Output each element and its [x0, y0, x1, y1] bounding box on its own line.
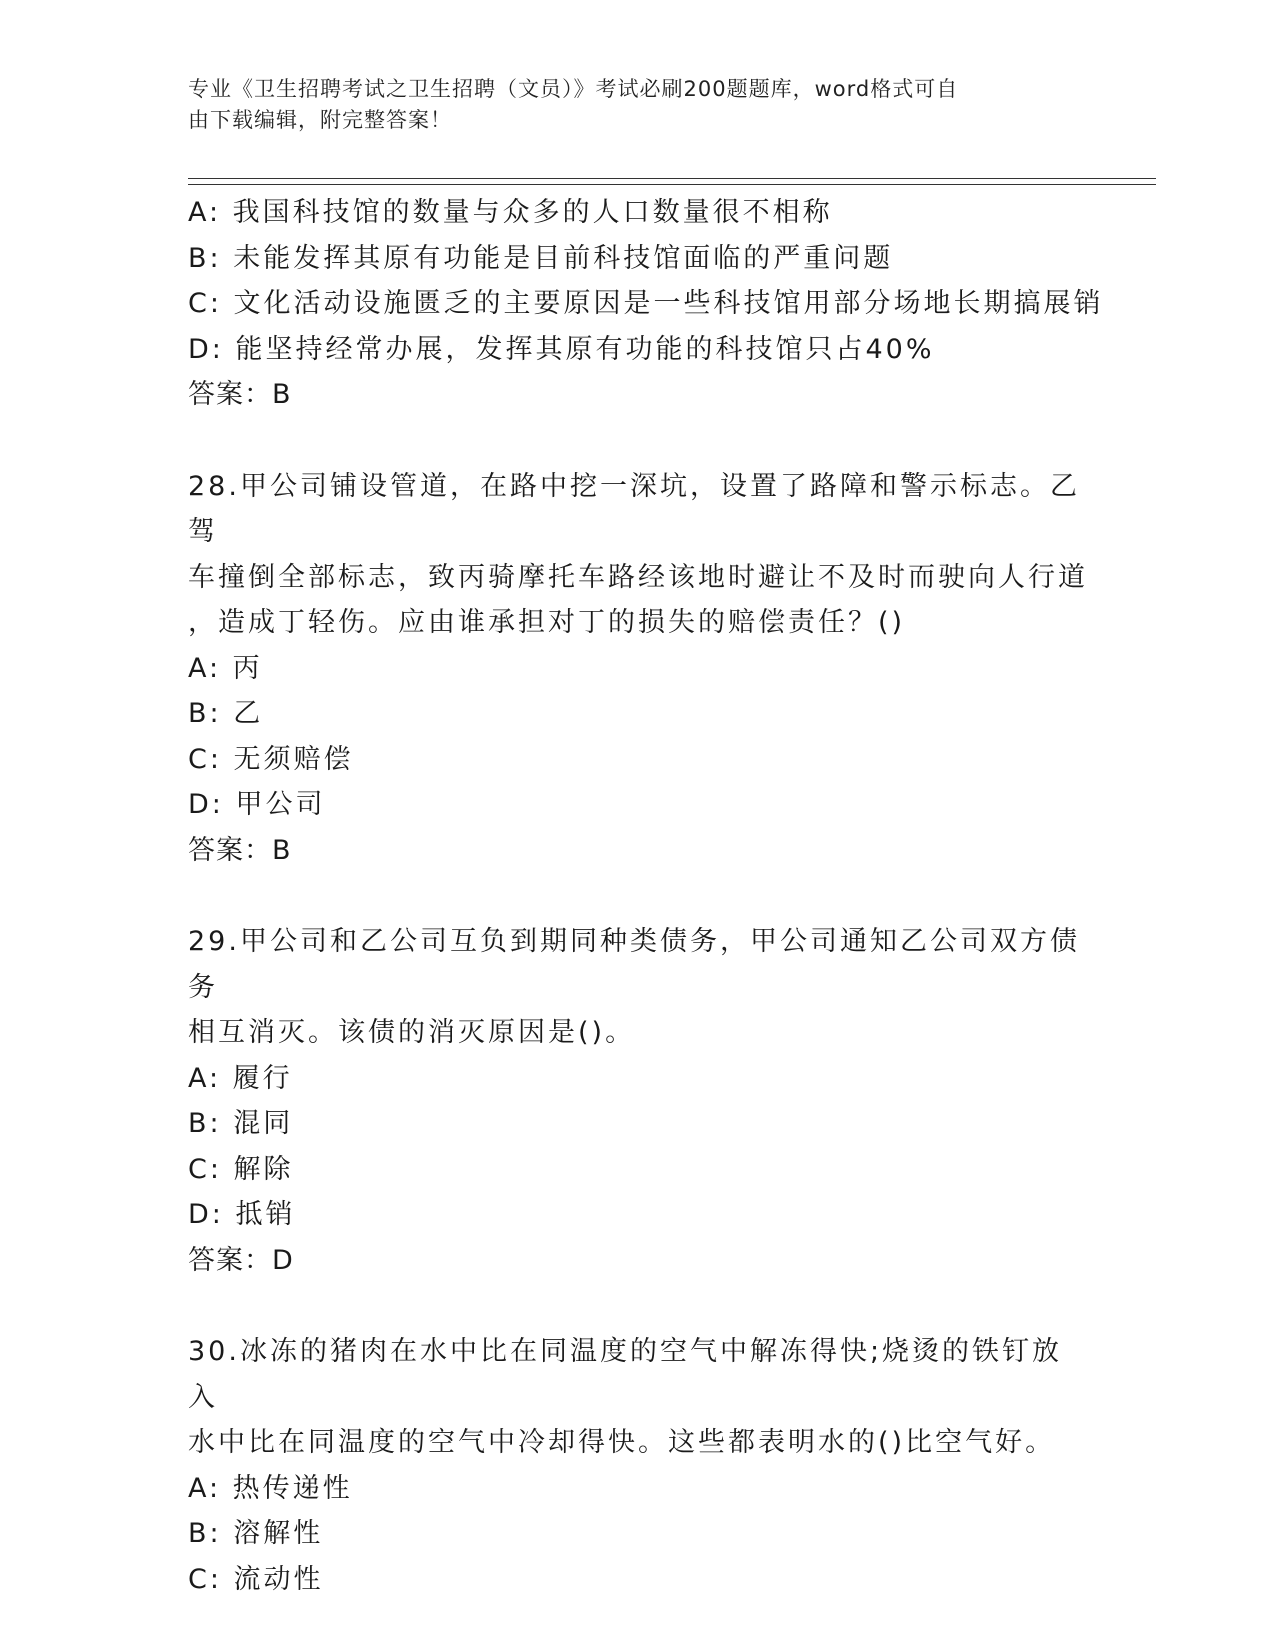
option-c: C: 文化活动设施匮乏的主要原因是一些科技馆用部分场地长期搞展销: [188, 288, 1104, 319]
header-divider-bottom: [188, 184, 1156, 185]
option-c: C: 解除: [188, 1153, 294, 1185]
answer-line: 答案：B: [188, 379, 292, 410]
option-a: A: 履行: [188, 1062, 293, 1094]
header-divider-top: [188, 178, 1156, 179]
question-29: [188, 919, 1088, 1283]
option-b: B: 混同: [188, 1108, 294, 1139]
question-stem-line: 相互消灭。该债的消灭原因是()。: [188, 1017, 636, 1048]
option-a: A: 我国科技馆的数量与众多的人口数量很不相称: [188, 197, 833, 228]
question-stem-line: 车撞倒全部标志，致丙骑摩托车路经该地时避让不及时而驶向人行道: [188, 561, 1088, 593]
option-b: B: 乙: [188, 698, 264, 729]
option-d: D: 抵销: [188, 1199, 296, 1230]
question-stem-line: 28.甲公司铺设管道，在路中挖一深坑，设置了路障和警示标志。乙驾: [188, 470, 1080, 547]
option-a: A: 丙: [188, 652, 263, 684]
question-stem-line: 水中比在同温度的空气中冷却得快。这些都表明水的()比空气好。: [188, 1427, 1056, 1458]
question-28: [188, 464, 1088, 874]
option-d: D: 能坚持经常办展，发挥其原有功能的科技馆只占40%: [188, 333, 935, 365]
spacer: [188, 873, 1088, 919]
option-d: D: 甲公司: [188, 789, 326, 820]
question-stem-line: ，造成丁轻伤。应由谁承担对丁的损失的赔偿责任？(): [188, 607, 906, 638]
header-line-2: 由下载编辑，附完整答案！: [188, 108, 452, 132]
question-27-continued: [188, 190, 1104, 418]
option-a: A: 热传递性: [188, 1472, 353, 1504]
question-stem-line: 29.甲公司和乙公司互负到期同种类债务，甲公司通知乙公司双方债务: [188, 926, 1080, 1003]
option-c: C: 流动性: [188, 1563, 324, 1595]
spacer: [188, 1283, 1088, 1329]
answer-line: 答案：D: [188, 1244, 294, 1276]
option-b: B: 未能发挥其原有功能是目前科技馆面临的严重问题: [188, 242, 894, 274]
header-line-1: 专业《卫生招聘考试之卫生招聘（文员）》考试必刷200题题库，word格式可自: [188, 77, 959, 101]
spacer: [188, 418, 1088, 464]
option-c: C: 无须赔偿: [188, 743, 354, 775]
question-30: [188, 1329, 1088, 1602]
answer-line: 答案：B: [188, 834, 292, 866]
question-list: [188, 190, 1104, 1602]
question-stem-line: 30.冰冻的猪肉在水中比在同温度的空气中解冻得快;烧烫的铁钉放入: [188, 1336, 1063, 1413]
document-header: [188, 74, 1068, 136]
option-b: B: 溶解性: [188, 1518, 324, 1549]
